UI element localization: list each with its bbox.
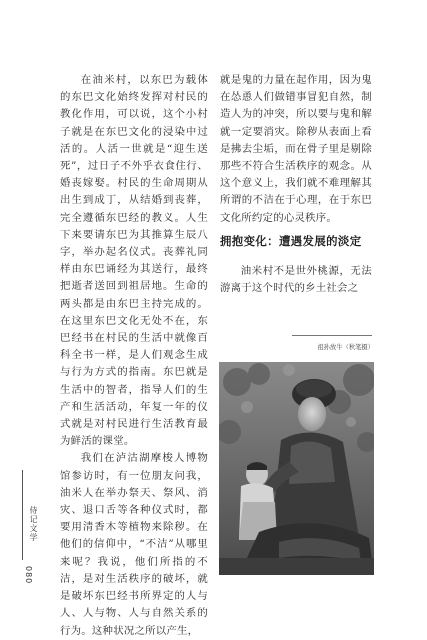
page-number: 080 <box>24 566 33 585</box>
section-label: 侍记文学 <box>29 506 38 542</box>
caption-rule <box>292 335 372 336</box>
body-paragraph: 我们在泸沽湖摩梭人博物馆参访时，有一位朋友问我，油米人在举办祭天、祭风、消灾、退口舌等各种仪式时，都要用清香木等植物来除秽。在他们的信仰中，“不洁”从哪里来呢？我说，他们所指的不洁，是对生活秩序的破坏，就是破坏东巴经书所界定的人与人、人与物、人与自然关系的行为。这种状况之所以产生， <box>60 452 208 637</box>
right-lower-text <box>220 263 372 297</box>
body-paragraph: 油米村不是世外桃源，无法游离于这个时代的乡土社会之 <box>220 265 372 295</box>
photograph <box>219 362 374 575</box>
margin-rule <box>22 470 23 560</box>
body-paragraph: 在油米村，以东巴为载体的东巴文化始终发挥对村民的教化作用，可以说，这个小村子就是在东巴文化的浸染中过活的。人活一世就是“迎生送死”，过日子不外乎衣食住行、婚丧嫁娶。村民的生命周期从出生到成丁，从结婚到丧葬，完全遵循东巴经的教义。人生下来要请东巴为其推算生辰八字，举办起名仪式。丧葬礼同样由东巴诵经为其送行，最终把逝者送回到祖居地。生命的两头都是由东巴主持完成的。在这里东巴文化无处不在，东巴经书在村民的生活中就像百科全书一样，是人们观念生成与行为方式的指南。东巴就是生活中的智者，指导人们的生产和生活活动，年复一年的仪式就是对村民进行生活教育最为鲜活的课堂。 <box>60 74 208 448</box>
left-text-column <box>60 72 208 640</box>
body-paragraph-continued: 就是鬼的力量在起作用，因为鬼在怂恿人们做错事冒犯自然，制造人为的冲突，所以要与鬼和解就一定要消灾。除秽从表面上看是拂去尘垢，而在骨子里是剔除那些不符合生活秩序的观念。从这个意义上，我们就不难理解其所谓的不洁在于心理，在于东巴文化所约定的心灵秩序。 <box>220 74 372 224</box>
photo-illustration <box>219 362 374 575</box>
photo-caption: 祖孙放牛（秋笔摄） <box>317 344 374 351</box>
right-text-column <box>220 72 372 227</box>
section-heading: 拥抱变化：遭遇发展的淡定 <box>220 234 362 248</box>
